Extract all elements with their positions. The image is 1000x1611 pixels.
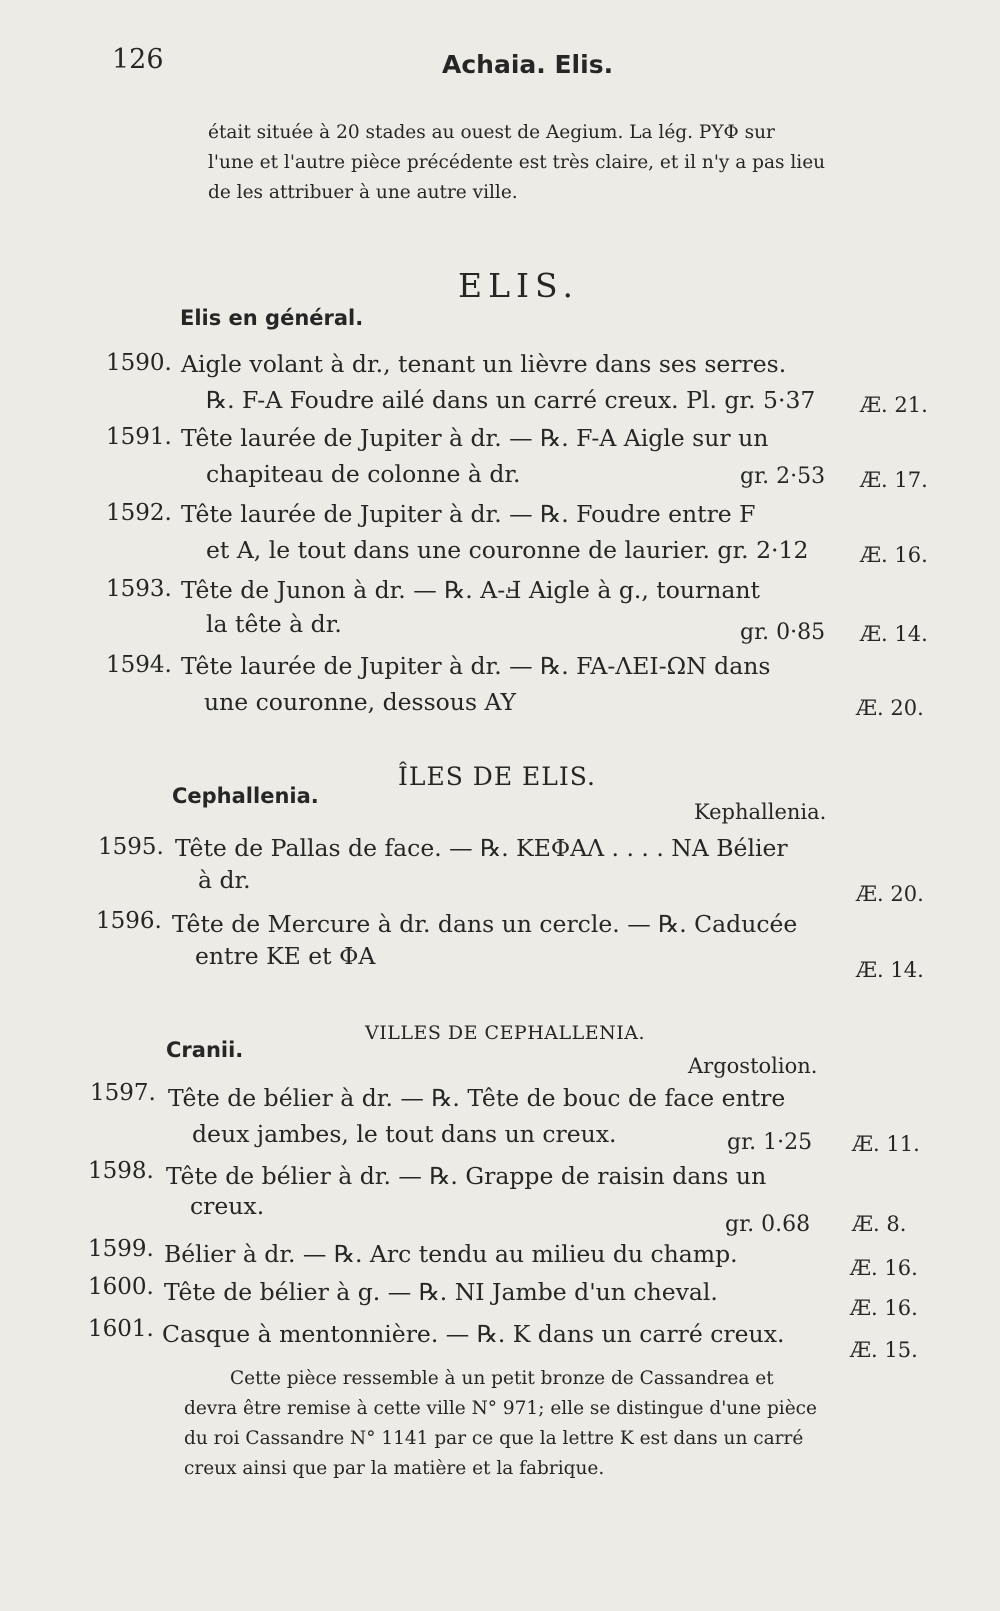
entry-reverse: et A, le tout dans une couronne de laurier. gr. 2·12 [206,536,809,564]
entry-description: Bélier à dr. — ℞. Arc tendu au milieu du champ. [164,1240,738,1268]
entry-metal-size: Æ. 17. [860,468,928,492]
entry-number: 1594. [106,652,172,678]
entry-description: Tête laurée de Jupiter à dr. — ℞. F-A Aigle sur un [181,424,769,452]
entry-metal-size: Æ. 21. [860,393,928,417]
entry-number: 1601. [88,1316,154,1342]
subsection-right-label: Kephallenia. [694,800,827,824]
footnote-line: du roi Cassandre N° 1141 par ce que la lettre K est dans un carré [184,1428,804,1449]
entry-metal-size: Æ. 8. [852,1212,907,1236]
entry-description: Tête de bélier à dr. — ℞. Grappe de raisin dans un [166,1162,767,1190]
entry-description: Tête de bélier à g. — ℞. NI Jambe d'un cheval. [164,1278,718,1306]
entry-metal-size: Æ. 14. [856,958,924,982]
footnote-line: creux ainsi que par la matière et la fabrique. [184,1458,605,1479]
entry-reverse: à dr. [198,866,251,894]
intro-line: l'une et l'autre pièce précédente est très claire, et il n'y a pas lieu [208,152,826,173]
entry-metal-size: Æ. 11. [852,1132,920,1156]
running-title: Achaia. Elis. [442,50,614,79]
entry-number: 1596. [96,908,162,934]
entry-description: Aigle volant à dr., tenant un lièvre dans ses serres. [181,350,787,378]
entry-reverse: la tête à dr. [206,610,342,638]
entry-weight: gr. 2·53 [740,464,826,489]
entry-description: Tête de Pallas de face. — ℞. ΚΕΦΑΛ . . . . ΝΑ Bélier [175,834,788,862]
entry-reverse: ℞. F-A Foudre ailé dans un carré creux. Pl. gr. 5·37 [206,386,816,414]
section-title-iles-de-elis: ÎLES DE ELIS. [398,762,596,791]
section-title-elis: ELIS. [458,266,579,305]
entry-number: 1600. [88,1274,154,1300]
entry-reverse: entre ΚΕ et ΦΑ [195,942,376,970]
entry-number: 1593. [106,576,172,602]
entry-metal-size: Æ. 16. [850,1256,918,1280]
section-title-villes-de-cephallenia: VILLES DE CEPHALLENIA. [365,1022,646,1044]
entry-number: 1598. [88,1158,154,1184]
entry-number: 1599. [88,1236,154,1262]
entry-description: Casque à mentonnière. — ℞. K dans un carré creux. [162,1320,785,1348]
entry-metal-size: Æ. 16. [860,543,928,567]
entry-description: Tête laurée de Jupiter à dr. — ℞. Foudre entre F [181,500,756,528]
entry-metal-size: Æ. 16. [850,1296,918,1320]
entry-reverse: chapiteau de colonne à dr. [206,460,521,488]
footnote-line: devra être remise à cette ville N° 971; elle se distingue d'une pièce [184,1398,817,1419]
entry-number: 1597. [90,1080,156,1106]
entry-description: Tête de bélier à dr. — ℞. Tête de bouc de face entre [168,1084,786,1112]
entry-description: Tête laurée de Jupiter à dr. — ℞. FA-ΛΕΙ-ΩΝ dans [181,652,771,680]
entry-reverse: creux. [190,1192,265,1220]
subsection-right-label: Argostolion. [688,1054,818,1078]
entry-reverse: une couronne, dessous AY [204,688,517,716]
entry-description: Tête de Mercure à dr. dans un cercle. — ℞. Caducée [172,910,798,938]
footnote-line: Cette pièce ressemble à un petit bronze de Cassandrea et [230,1368,774,1389]
entry-weight: gr. 1·25 [727,1130,813,1155]
subsection-elis-en-general: Elis en général. [180,306,364,330]
intro-line: était située à 20 stades au ouest de Aegium. La lég. ΡΥΦ sur [208,122,775,143]
subsection-cranii: Cranii. [166,1038,244,1062]
entry-number: 1590. [106,350,172,376]
entry-metal-size: Æ. 20. [856,696,924,720]
entry-number: 1591. [106,424,172,450]
page-number: 126 [112,44,164,75]
entry-number: 1592. [106,500,172,526]
entry-metal-size: Æ. 14. [860,622,928,646]
entry-reverse: deux jambes, le tout dans un creux. [192,1120,617,1148]
entry-metal-size: Æ. 20. [856,882,924,906]
entry-weight: gr. 0·85 [740,620,826,645]
intro-line: de les attribuer à une autre ville. [208,182,518,203]
entry-metal-size: Æ. 15. [850,1338,918,1362]
entry-weight: gr. 0.68 [725,1212,811,1237]
entry-description: Tête de Junon à dr. — ℞. A-Ⅎ Aigle à g., tournant [181,576,760,604]
entry-number: 1595. [98,834,164,860]
subsection-cephallenia: Cephallenia. [172,784,319,808]
